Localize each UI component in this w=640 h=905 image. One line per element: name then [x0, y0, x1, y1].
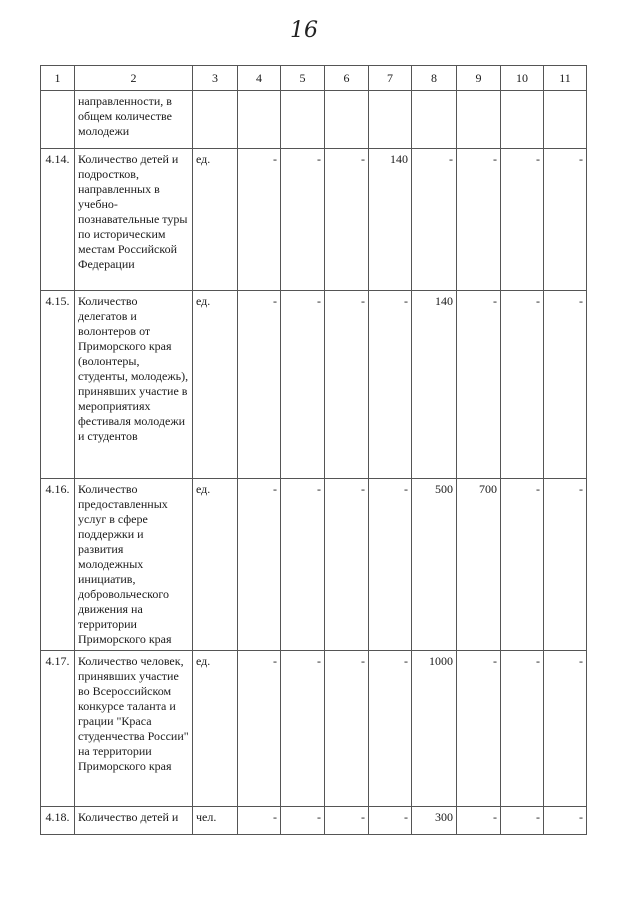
value-cell: -	[457, 149, 501, 291]
value-cell: -	[369, 651, 412, 807]
row-number: 4.15.	[41, 291, 75, 479]
indicator-name: Количество детей и подростков, направленных в учебно-познавательные туры по историческим местам Российской Федерации	[75, 149, 193, 291]
unit	[193, 91, 238, 149]
value-cell: -	[369, 807, 412, 835]
value-cell: -	[281, 291, 325, 479]
value-cell: -	[238, 807, 281, 835]
value-cell: 140	[412, 291, 457, 479]
row-number	[41, 91, 75, 149]
value-cell: -	[457, 291, 501, 479]
value-cell: -	[281, 479, 325, 651]
unit: ед.	[193, 149, 238, 291]
unit: ед.	[193, 291, 238, 479]
value-cell: -	[238, 291, 281, 479]
header-cell: 4	[238, 66, 281, 91]
value-cell: -	[325, 807, 369, 835]
header-cell: 1	[41, 66, 75, 91]
page-number: 16	[290, 18, 318, 43]
unit: чел.	[193, 807, 238, 835]
value-cell: -	[544, 479, 587, 651]
value-cell: 700	[457, 479, 501, 651]
value-cell: -	[369, 479, 412, 651]
value-cell: -	[412, 149, 457, 291]
header-cell: 5	[281, 66, 325, 91]
value-cell: -	[238, 149, 281, 291]
value-cell: 140	[369, 149, 412, 291]
value-cell: -	[281, 807, 325, 835]
value-cell: -	[544, 651, 587, 807]
indicators-table	[40, 65, 587, 835]
value-cell: -	[544, 149, 587, 291]
value-cell	[238, 91, 281, 149]
header-cell: 2	[75, 66, 193, 91]
value-cell: -	[281, 651, 325, 807]
value-cell: -	[457, 807, 501, 835]
table-header-row	[41, 66, 587, 91]
indicator-name: направленности, в общем количестве молодежи	[75, 91, 193, 149]
unit: ед.	[193, 651, 238, 807]
row-number: 4.18.	[41, 807, 75, 835]
value-cell: -	[501, 479, 544, 651]
table-row	[41, 291, 587, 479]
table-row	[41, 149, 587, 291]
value-cell: -	[238, 651, 281, 807]
value-cell	[281, 91, 325, 149]
value-cell	[412, 91, 457, 149]
header-cell: 11	[544, 66, 587, 91]
value-cell: -	[501, 149, 544, 291]
indicator-name: Количество предоставленных услуг в сфере поддержки и развития молодежных инициатив, добровольческого движения на территории Приморского края	[75, 479, 193, 651]
value-cell	[369, 91, 412, 149]
row-number: 4.14.	[41, 149, 75, 291]
value-cell: -	[325, 149, 369, 291]
value-cell: -	[501, 291, 544, 479]
value-cell: -	[457, 651, 501, 807]
value-cell: -	[544, 291, 587, 479]
value-cell: -	[238, 479, 281, 651]
row-number: 4.16.	[41, 479, 75, 651]
header-cell: 7	[369, 66, 412, 91]
value-cell: -	[544, 807, 587, 835]
value-cell: -	[281, 149, 325, 291]
value-cell: -	[369, 291, 412, 479]
value-cell: -	[501, 807, 544, 835]
table-row	[41, 807, 587, 835]
header-cell: 8	[412, 66, 457, 91]
unit: ед.	[193, 479, 238, 651]
header-cell: 3	[193, 66, 238, 91]
value-cell	[501, 91, 544, 149]
table-row	[41, 91, 587, 149]
value-cell: -	[325, 479, 369, 651]
value-cell: 1000	[412, 651, 457, 807]
value-cell	[544, 91, 587, 149]
header-cell: 6	[325, 66, 369, 91]
value-cell: 300	[412, 807, 457, 835]
indicator-name: Количество детей и	[75, 807, 193, 835]
value-cell: -	[501, 651, 544, 807]
value-cell: -	[325, 651, 369, 807]
indicator-name: Количество делегатов и волонтеров от Приморского края (волонтеры, студенты, молодежь), принявших участие в мероприятиях фестиваля молодежи и студентов	[75, 291, 193, 479]
header-cell: 10	[501, 66, 544, 91]
table-row	[41, 651, 587, 807]
value-cell	[457, 91, 501, 149]
value-cell: -	[325, 291, 369, 479]
header-cell: 9	[457, 66, 501, 91]
value-cell	[325, 91, 369, 149]
row-number: 4.17.	[41, 651, 75, 807]
table-row	[41, 479, 587, 651]
indicator-name: Количество человек, принявших участие во Всероссийском конкурсе таланта и грации "Краса студенчества России" на территории Приморского края	[75, 651, 193, 807]
value-cell: 500	[412, 479, 457, 651]
